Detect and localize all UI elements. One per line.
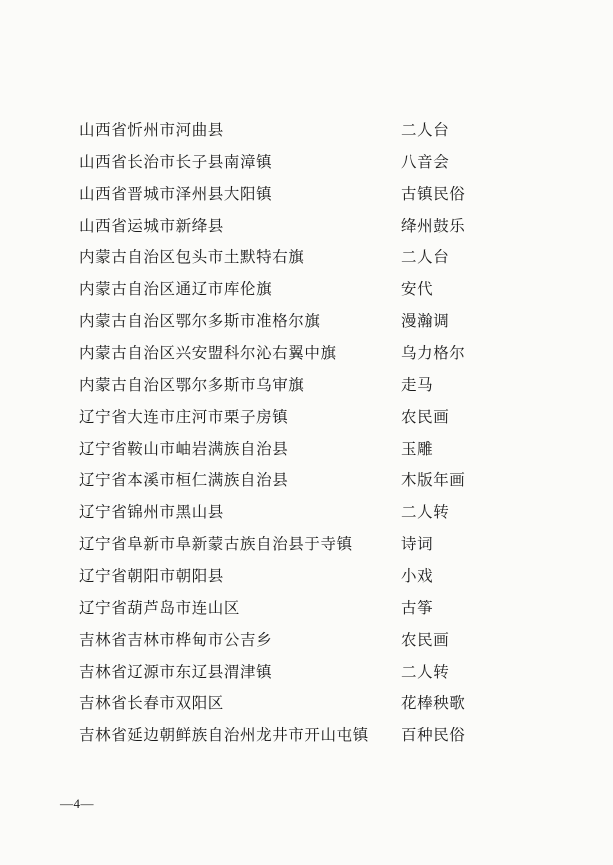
place-name: 辽宁省锦州市黑山县 [79, 503, 224, 522]
art-form: 诗词 [401, 535, 434, 553]
art-form: 二人台 [401, 248, 450, 267]
place-name: 吉林省吉林市桦甸市公吉乡 [79, 630, 273, 649]
place-name: 吉林省辽源市东辽县渭津镇 [79, 662, 273, 681]
place-name: 山西省长治市长子县南漳镇 [79, 152, 273, 171]
list-item [0, 148, 613, 176]
list-item [0, 403, 613, 431]
list-item [0, 626, 613, 654]
list-item [0, 116, 613, 144]
place-name: 辽宁省朝阳市朝阳县 [79, 566, 224, 585]
art-form: 古筝 [401, 598, 434, 617]
place-name: 辽宁省本溪市桓仁满族自治县 [79, 471, 289, 490]
place-name: 内蒙古自治区包头市土默特右旗 [79, 248, 305, 267]
list-item [0, 562, 613, 590]
list-item [0, 307, 613, 335]
art-form: 走马 [401, 375, 434, 394]
place-name: 辽宁省葫芦岛市连山区 [79, 598, 241, 617]
art-form: 农民画 [401, 630, 450, 649]
list-item [0, 721, 613, 749]
list-item [0, 498, 613, 526]
list-item [0, 689, 613, 717]
place-name: 山西省运城市新绛县 [79, 216, 224, 235]
place-name: 辽宁省鞍山市岫岩满族自治县 [79, 439, 289, 458]
list-item [0, 594, 613, 622]
art-form: 玉雕 [401, 439, 434, 458]
list-item [0, 243, 613, 271]
place-name: 吉林省延边朝鲜族自治州龙井市开山屯镇 [79, 726, 369, 745]
list-item [0, 466, 613, 494]
art-form: 古镇民俗 [401, 184, 466, 203]
list-item [0, 339, 613, 367]
art-form: 二人转 [401, 662, 450, 681]
place-name: 内蒙古自治区通辽市库伦旗 [79, 280, 273, 299]
place-name: 内蒙古自治区兴安盟科尔沁右翼中旗 [79, 344, 337, 362]
art-form: 绛州鼓乐 [401, 216, 466, 235]
art-form: 农民画 [401, 407, 450, 426]
art-form: 乌力格尔 [401, 344, 466, 362]
page-number: —4— [60, 796, 94, 811]
place-name: 内蒙古自治区鄂尔多斯市准格尔旗 [79, 312, 321, 331]
list-item [0, 435, 613, 463]
art-form: 二人转 [401, 503, 450, 522]
list-item [0, 530, 613, 558]
place-name: 内蒙古自治区鄂尔多斯市乌审旗 [79, 375, 305, 394]
place-name: 山西省晋城市泽州县大阳镇 [79, 184, 273, 203]
art-form: 百种民俗 [401, 726, 466, 745]
list-item [0, 658, 613, 686]
art-form: 二人台 [401, 121, 450, 139]
place-name: 辽宁省大连市庄河市栗子房镇 [79, 407, 289, 426]
place-name: 辽宁省阜新市阜新蒙古族自治县于寺镇 [79, 535, 353, 553]
place-name: 山西省忻州市河曲县 [79, 121, 224, 139]
art-form: 安代 [401, 280, 434, 299]
art-form: 八音会 [401, 152, 450, 171]
list-item [0, 371, 613, 399]
list-item [0, 212, 613, 240]
art-form: 漫瀚调 [401, 312, 450, 331]
art-form: 花棒秧歌 [401, 694, 466, 713]
list-item [0, 275, 613, 303]
art-form: 木版年画 [401, 471, 466, 490]
place-name: 吉林省长春市双阳区 [79, 694, 224, 713]
list-item [0, 180, 613, 208]
art-form: 小戏 [401, 566, 434, 585]
